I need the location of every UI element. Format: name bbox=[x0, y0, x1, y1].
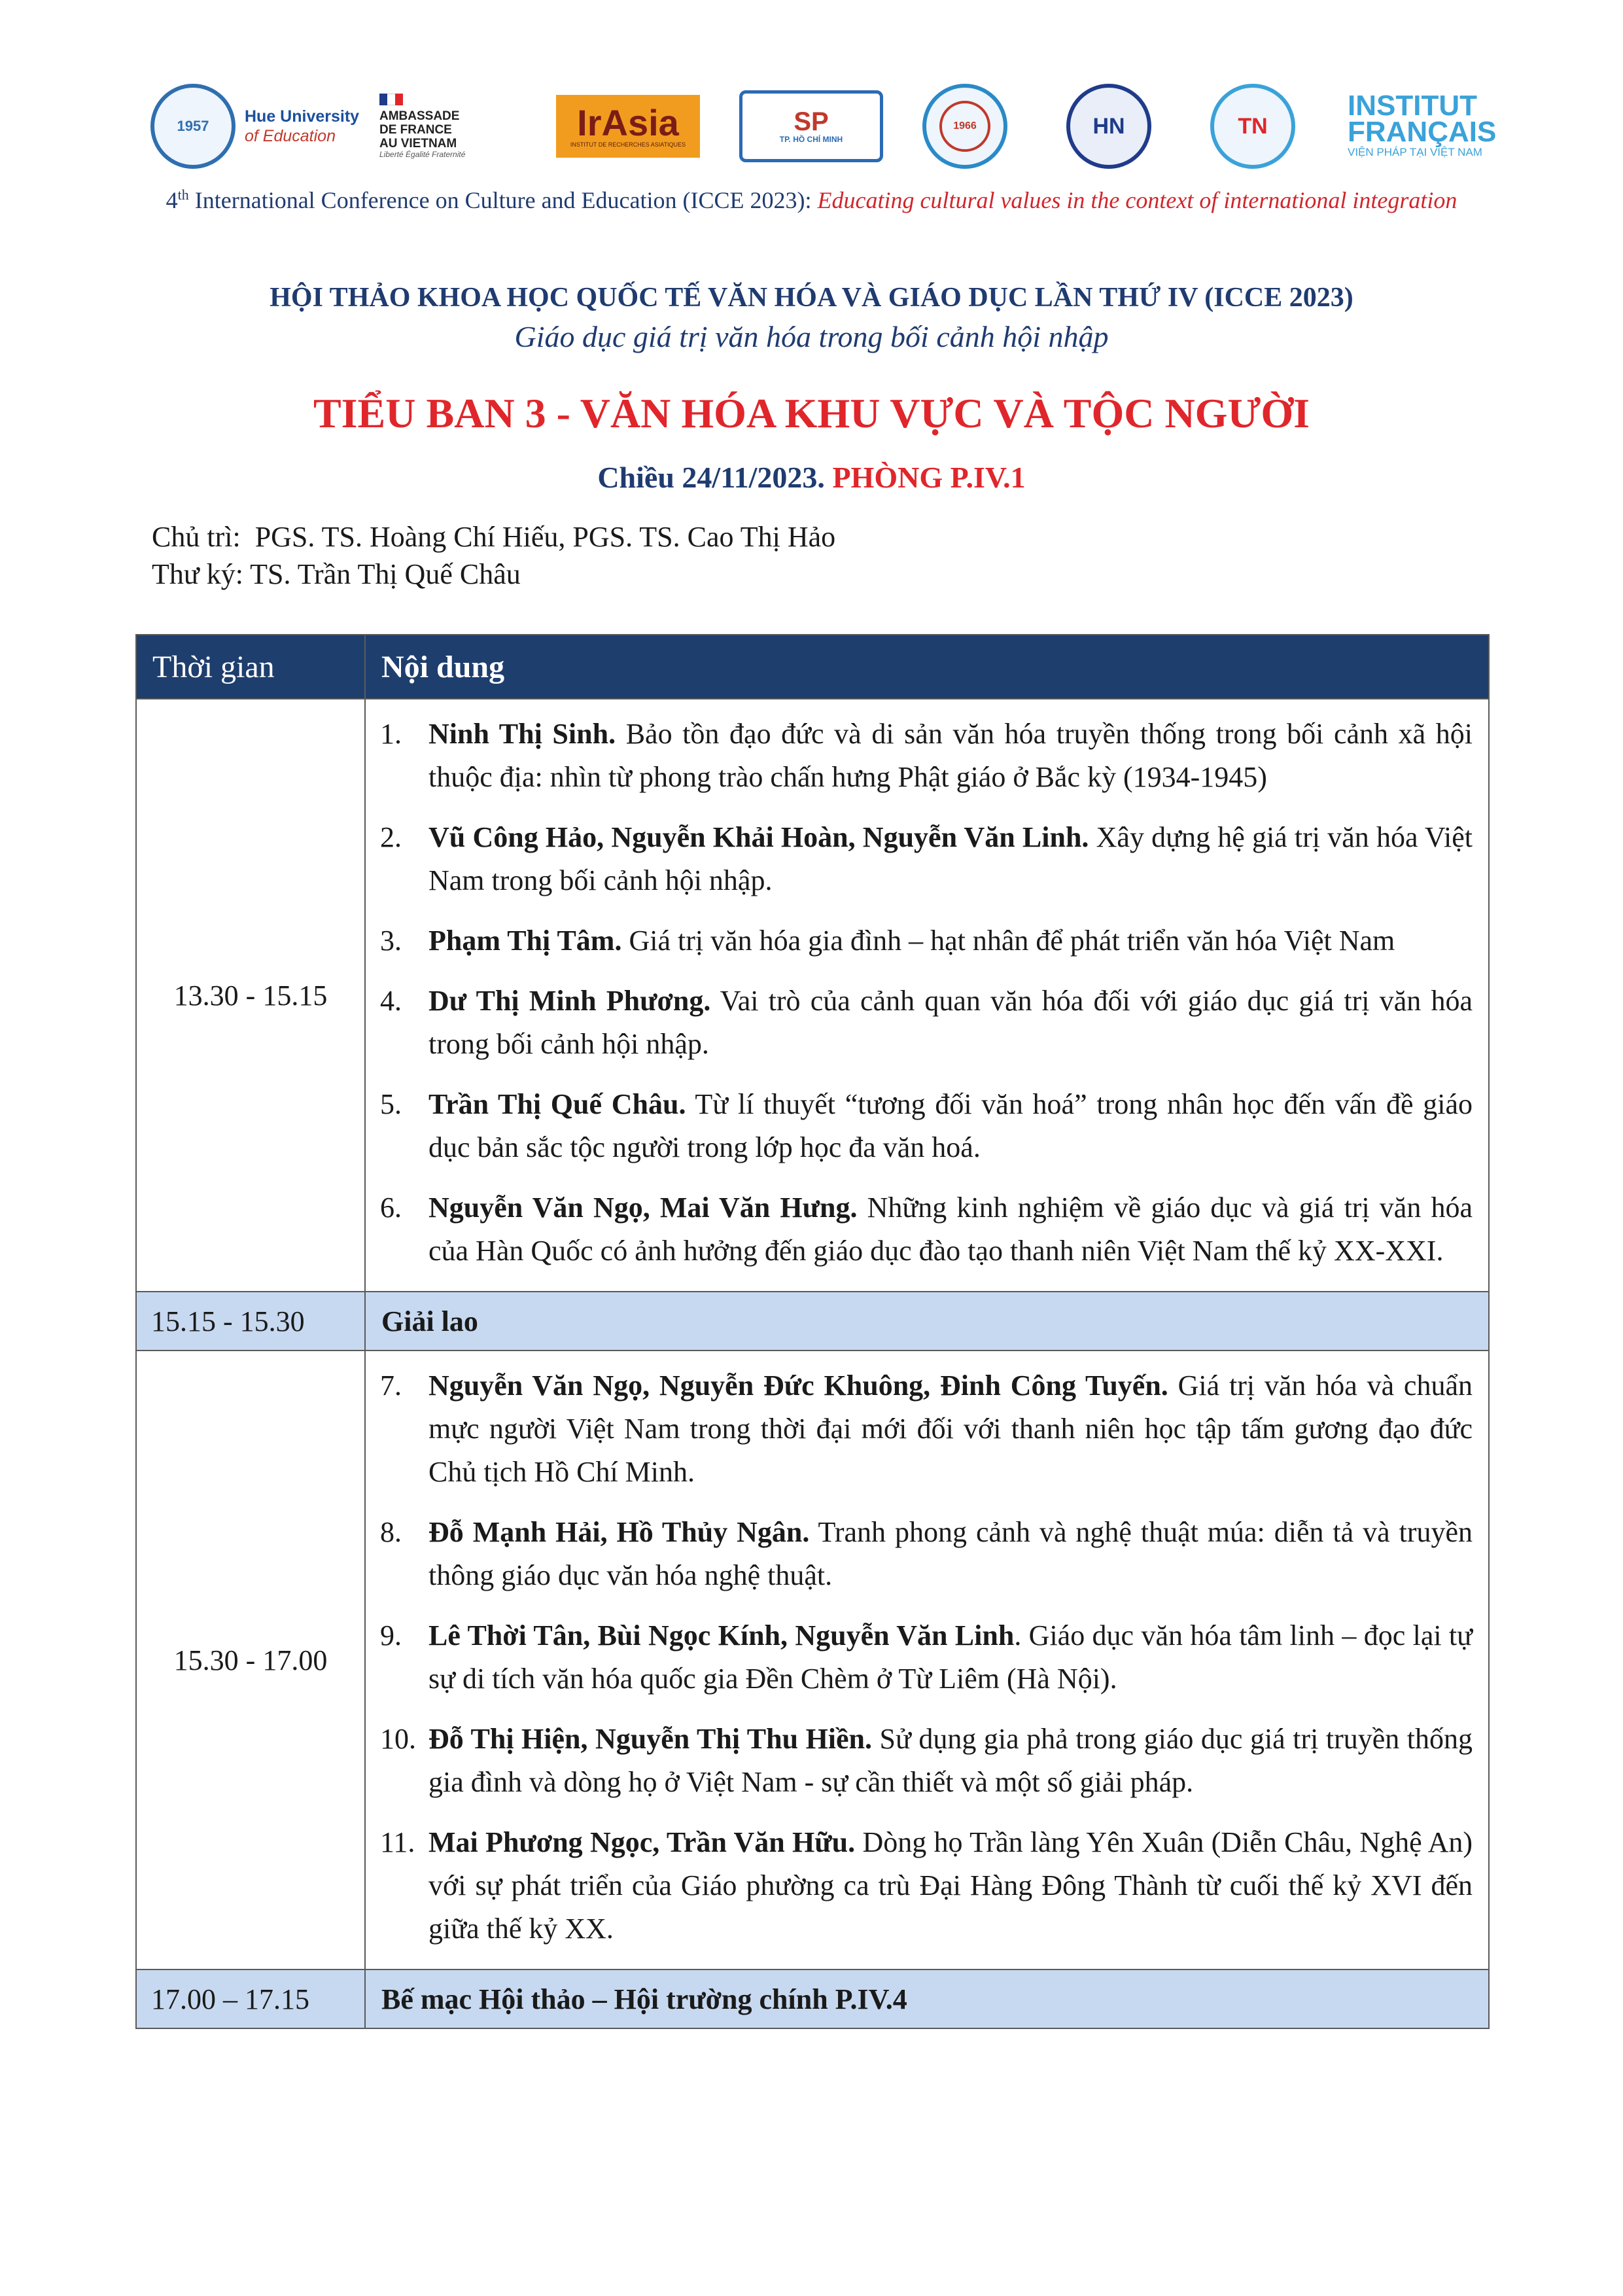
list-item bbox=[380, 713, 1473, 799]
closing-label: Bế mạc Hội thảo – Hội trường chính P.IV.4 bbox=[365, 1969, 1489, 2028]
item-number: 4. bbox=[380, 985, 402, 1017]
talk-authors: Nguyễn Văn Ngọ, Nguyễn Đức Khuông, Đinh Công Tuyến. bbox=[428, 1369, 1168, 1402]
list-item bbox=[380, 1083, 1473, 1169]
hue-university-logo bbox=[150, 77, 359, 175]
university-seal-1966 bbox=[922, 77, 1007, 175]
item-number: 5. bbox=[380, 1088, 402, 1120]
irasia-logo bbox=[556, 77, 700, 175]
seal-tn-text: TN bbox=[1238, 113, 1268, 139]
talk-title: Từ lí thuyết “tương đối văn hoá” trong nhân học đến vấn đề giáo dục bản sắc tộc người trong lớp học đa văn hoá. bbox=[428, 1088, 1473, 1163]
talk-authors: Mai Phương Ngọc, Trần Văn Hữu. bbox=[428, 1826, 856, 1858]
hue-logo-line2: of Education bbox=[245, 127, 336, 145]
talk-authors: Ninh Thị Sinh. bbox=[428, 718, 616, 750]
list-item bbox=[380, 1718, 1473, 1804]
hue-logo-line1: Hue University bbox=[245, 107, 360, 126]
session-title: TIỂU BAN 3 - VĂN HÓA KHU VỰC VÀ TỘC NGƯỜI bbox=[313, 390, 1310, 436]
talk-authors: Phạm Thị Tâm. bbox=[428, 925, 622, 957]
item-number: 11. bbox=[380, 1826, 415, 1858]
university-seal-tn bbox=[1210, 77, 1295, 175]
conference-theme: Educating cultural values in the context of international integration bbox=[817, 187, 1457, 213]
chairs-label: Chủ trì: bbox=[152, 521, 241, 553]
ambassade-line1: AMBASSADE bbox=[379, 109, 460, 123]
list-item bbox=[380, 1186, 1473, 1273]
break-time: 15.15 - 15.30 bbox=[136, 1292, 365, 1351]
conference-ordinal: 4 bbox=[166, 187, 178, 213]
schedule-table bbox=[135, 634, 1490, 2029]
talk-authors: Đỗ Thị Hiện, Nguyễn Thị Thu Hiền. bbox=[428, 1723, 873, 1755]
session-2-content bbox=[365, 1351, 1489, 1969]
item-number: 9. bbox=[380, 1619, 402, 1651]
sp-sub: TP. HỒ CHÍ MINH bbox=[779, 135, 843, 144]
session-2-row bbox=[136, 1351, 1489, 1969]
closing-row bbox=[136, 1969, 1489, 2028]
institut-sub: VIỆN PHÁP TẠI VIỆT NAM bbox=[1348, 146, 1482, 158]
talk-title: Xây dựng hệ giá trị văn hóa Việt Nam trong bối cảnh hội nhập. bbox=[428, 821, 1473, 896]
talk-authors: Trần Thị Quế Châu. bbox=[428, 1088, 686, 1120]
talk-title: . Giáo dục văn hóa tâm linh – đọc lại tự sự di tích văn hóa quốc gia Đền Chèm ở Từ Liêm (Hà Nội). bbox=[428, 1619, 1473, 1695]
talk-authors: Vũ Công Hảo, Nguyễn Khải Hoàn, Nguyễn Văn Linh. bbox=[428, 821, 1089, 853]
session-time: Chiều 24/11/2023. bbox=[597, 461, 825, 494]
talk-title: Những kinh nghiệm về giáo dục và giá trị văn hóa của Hàn Quốc có ảnh hưởng đến giáo dục đào tạo thanh niên Việt Nam thế kỷ XX-XXI. bbox=[428, 1192, 1473, 1267]
list-item bbox=[380, 1821, 1473, 1951]
conference-line bbox=[0, 186, 1623, 214]
talk-authors: Lê Thời Tân, Bùi Ngọc Kính, Nguyễn Văn Linh bbox=[428, 1619, 1015, 1651]
irasia-name: IrAsia bbox=[577, 101, 679, 143]
item-number: 6. bbox=[380, 1192, 402, 1224]
item-number: 8. bbox=[380, 1516, 402, 1548]
talk-title: Vai trò của cảnh quan văn hóa đối với giáo dục giá trị văn hóa trong bối cảnh hội nhập. bbox=[428, 985, 1473, 1060]
list-item bbox=[380, 919, 1473, 963]
col-time-header: Thời gian bbox=[136, 635, 365, 699]
secretary-line bbox=[152, 557, 521, 591]
session-1-content bbox=[365, 699, 1489, 1292]
talk-title: Tranh phong cảnh và nghệ thuật múa: diễn tả và truyền thông giáo dục văn hóa nghệ thuật. bbox=[428, 1516, 1473, 1591]
talk-title: Bảo tồn đạo đức và di sản văn hóa truyền thống trong bối cảnh xã hội thuộc địa: nhìn từ phong trào chấn hưng Phật giáo ở Bắc kỳ (1934-1945) bbox=[428, 718, 1473, 793]
talk-title: Dòng họ Trần làng Yên Xuân (Diễn Châu, Nghệ An) với sự phát triển của Giáo phường ca trù Đại Hàng Đông Thành từ cuối thế kỷ XVI đến giữa thế kỷ XX. bbox=[428, 1826, 1473, 1945]
ambassade-motto: Liberté Égalité Fraternité bbox=[379, 150, 466, 159]
talk-authors: Nguyễn Văn Ngọ, Mai Văn Hưng. bbox=[428, 1192, 858, 1224]
conference-name: International Conference on Culture and Education (ICCE 2023): bbox=[188, 187, 818, 213]
ambassade-logo bbox=[379, 77, 465, 175]
secretary-label: Thư ký: bbox=[152, 558, 243, 590]
session-1-row bbox=[136, 699, 1489, 1292]
french-flag-icon bbox=[379, 94, 403, 105]
list-item bbox=[380, 980, 1473, 1066]
logo-bar bbox=[150, 77, 1537, 175]
list-item bbox=[380, 1614, 1473, 1701]
break-label: Giải lao bbox=[365, 1292, 1489, 1351]
institut-line1: INSTITUT bbox=[1348, 90, 1477, 122]
talk-authors: Đỗ Mạnh Hải, Hồ Thủy Ngân. bbox=[428, 1516, 810, 1548]
institut-line2: FRANÇAIS bbox=[1348, 116, 1497, 148]
session-room: PHÒNG P.IV.1 bbox=[824, 461, 1026, 494]
session-1-time: 13.30 - 15.15 bbox=[136, 699, 365, 1292]
session-2-time: 15.30 - 17.00 bbox=[136, 1351, 365, 1969]
col-content-header: Nội dung bbox=[365, 635, 1489, 699]
ambassade-line2: DE FRANCE bbox=[379, 123, 452, 137]
book-emblem-icon: 1966 bbox=[939, 101, 990, 152]
list-item bbox=[380, 1364, 1473, 1494]
closing-time: 17.00 – 17.15 bbox=[136, 1969, 365, 2028]
session-time-room bbox=[0, 460, 1623, 495]
item-number: 2. bbox=[380, 821, 402, 853]
item-number: 10. bbox=[380, 1723, 416, 1755]
talk-title: Sử dụng gia phả trong giáo dục giá trị truyền thống gia đình và dòng họ ở Việt Nam - sự cần thiết và một số giải pháp. bbox=[428, 1723, 1473, 1798]
list-item bbox=[380, 816, 1473, 902]
break-row bbox=[136, 1292, 1489, 1351]
conference-ordinal-suffix: th bbox=[177, 186, 189, 203]
secretary-value: TS. Trần Thị Quế Châu bbox=[250, 558, 521, 590]
chairs-value: PGS. TS. Hoàng Chí Hiếu, PGS. TS. Cao Thị Hảo bbox=[254, 521, 836, 553]
seal-hn-text: HN bbox=[1092, 113, 1125, 139]
irasia-sub: INSTITUT DE RECHERCHES ASIATIQUES bbox=[570, 141, 686, 148]
talk-title: Giá trị văn hóa và chuẩn mực người Việt Nam trong thời đại mới đối với thanh niên học tập tấm gương đạo đức Chủ tịch Hồ Chí Minh. bbox=[428, 1369, 1473, 1488]
list-item bbox=[380, 1511, 1473, 1597]
ambassade-line3: AU VIETNAM bbox=[379, 137, 457, 150]
table-header-row bbox=[136, 635, 1489, 699]
page-heading: HỘI THẢO KHOA HỌC QUỐC TẾ VĂN HÓA VÀ GIÁO DỤC LẦN THỨ IV (ICCE 2023) bbox=[270, 283, 1353, 313]
item-number: 3. bbox=[380, 925, 402, 957]
sp-name: SP bbox=[794, 107, 829, 136]
item-number: 7. bbox=[380, 1369, 402, 1402]
institut-francais-logo bbox=[1348, 77, 1496, 175]
page-subheading: Giáo dục giá trị văn hóa trong bối cảnh hội nhập bbox=[514, 320, 1109, 353]
session-2-talk-list bbox=[380, 1364, 1473, 1951]
item-number: 1. bbox=[380, 718, 402, 750]
talk-authors: Dư Thị Minh Phương. bbox=[428, 985, 711, 1017]
hue-seal-icon: 1957 bbox=[150, 84, 236, 169]
sp-hcm-logo bbox=[739, 77, 883, 175]
university-seal-hn bbox=[1066, 77, 1151, 175]
chairs-line bbox=[152, 520, 835, 554]
talk-title: Giá trị văn hóa gia đình – hạt nhân để phát triển văn hóa Việt Nam bbox=[621, 925, 1395, 957]
session-1-talk-list bbox=[380, 713, 1473, 1273]
